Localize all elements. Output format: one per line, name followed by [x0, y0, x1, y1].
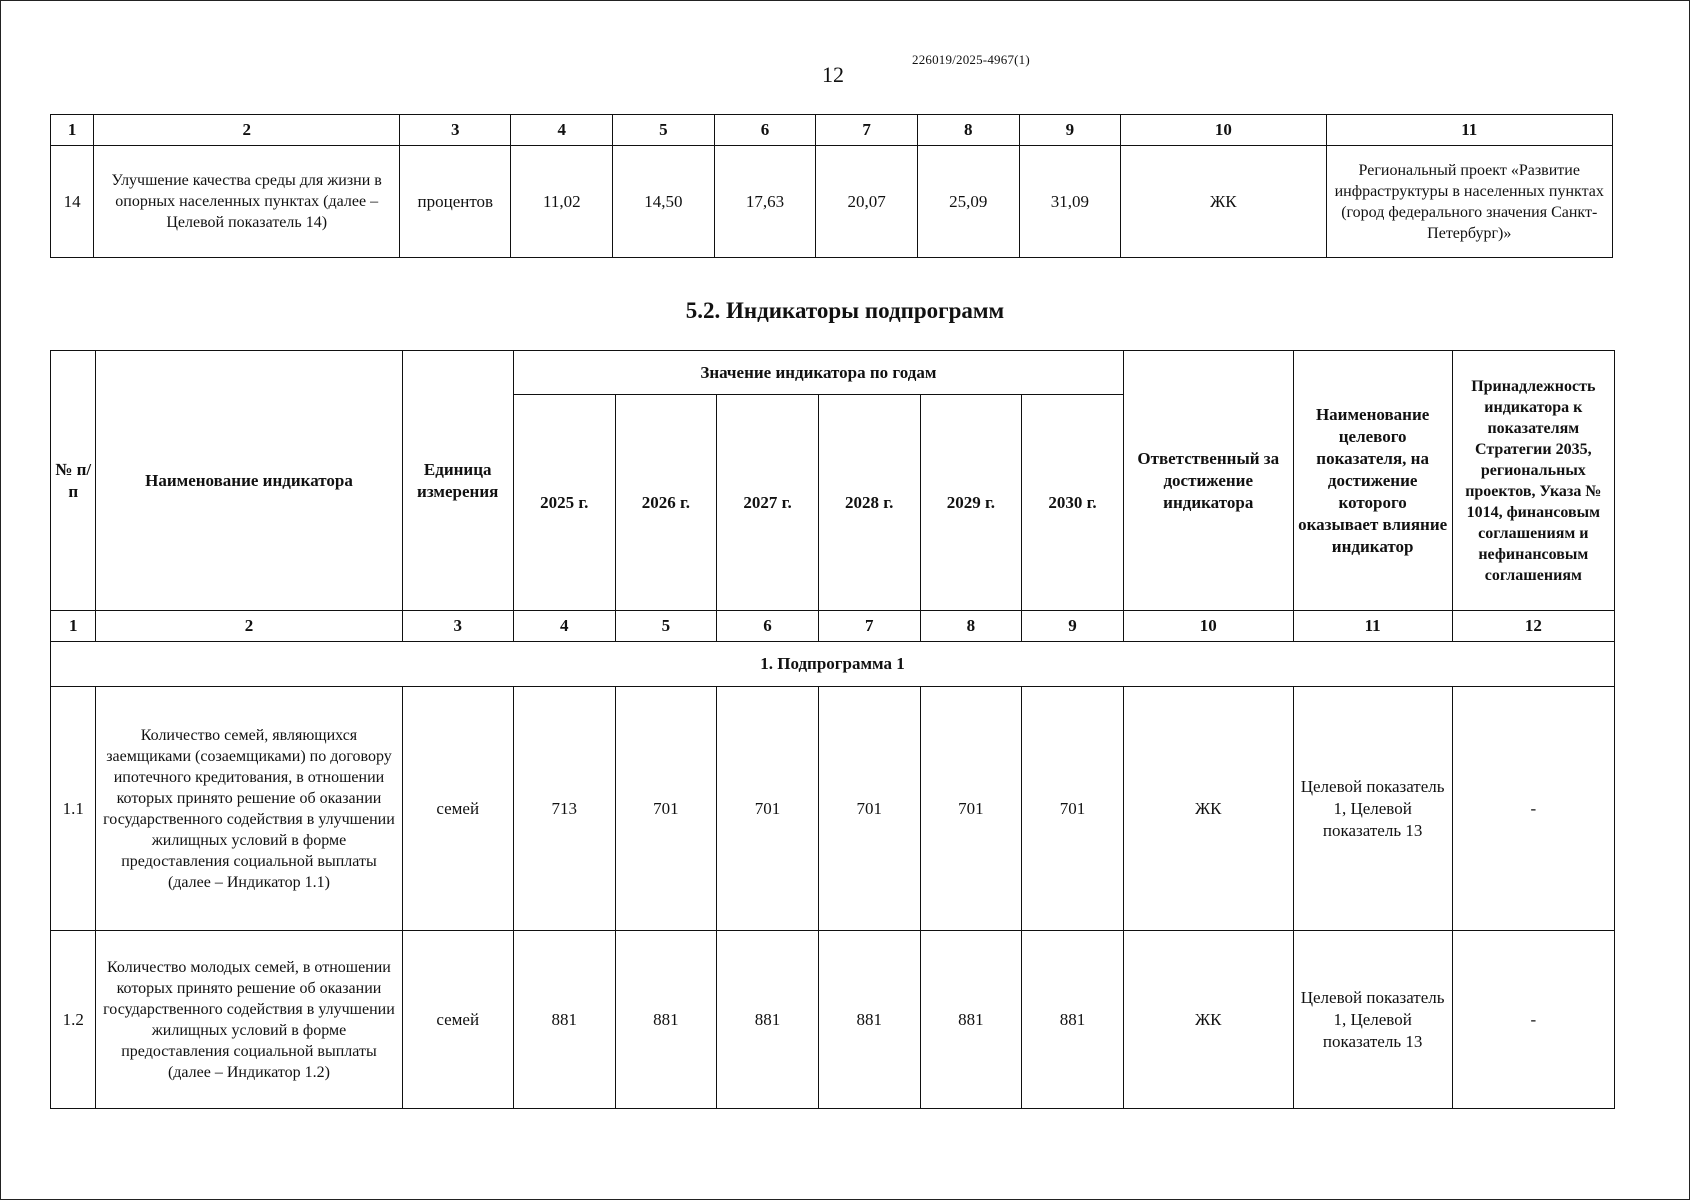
column-number: 6	[714, 115, 816, 146]
column-number: 4	[513, 611, 615, 642]
table-row	[51, 146, 1613, 258]
column-number: 10	[1123, 611, 1293, 642]
target-indicators-table	[50, 114, 1613, 258]
header-responsible: Ответственный за достижение индикатора	[1123, 351, 1293, 611]
table-row	[51, 687, 1615, 931]
belonging: -	[1452, 931, 1614, 1109]
regional-project: Региональный проект «Развитие инфраструктуры в населенных пунктах (город федерального значения Санкт-Петербург)»	[1326, 146, 1613, 258]
responsible: ЖК	[1123, 687, 1293, 931]
header-year: 2026 г.	[615, 395, 717, 611]
responsible: ЖК	[1121, 146, 1326, 258]
column-number: 12	[1452, 611, 1614, 642]
column-number: 5	[615, 611, 717, 642]
column-number: 1	[51, 611, 96, 642]
value-cell: 14,50	[613, 146, 715, 258]
column-number: 2	[94, 115, 400, 146]
indicator-name: Количество молодых семей, в отношении которых принято решение об оказании государственного содействия в улучшении жилищных условий в форме предоставления социальной выплаты (далее – Индикатор 1.2)	[96, 931, 402, 1109]
column-number: 11	[1293, 611, 1452, 642]
header-year: 2027 г.	[717, 395, 819, 611]
column-number-row	[51, 611, 1615, 642]
indicator-name: Количество семей, являющихся заемщиками (созаемщиками) по договору ипотечного кредитования, в отношении которых принято решение об оказании государственного содействия в улучшении жилищных условий в форме предоставления социальной выплаты (далее – Индикатор 1.1)	[96, 687, 402, 931]
value-cell: 31,09	[1019, 146, 1121, 258]
header-years-group: Значение индикатора по годам	[513, 351, 1123, 395]
value-cell: 713	[513, 687, 615, 931]
unit: семей	[402, 931, 513, 1109]
header-year: 2029 г.	[920, 395, 1022, 611]
column-number: 11	[1326, 115, 1613, 146]
header-year: 2028 г.	[818, 395, 920, 611]
unit: процентов	[400, 146, 511, 258]
belonging: -	[1452, 687, 1614, 931]
column-number: 3	[400, 115, 511, 146]
value-cell: 25,09	[917, 146, 1019, 258]
row-number: 14	[51, 146, 94, 258]
value-cell: 881	[615, 931, 717, 1109]
column-number: 8	[917, 115, 1019, 146]
column-number: 10	[1121, 115, 1326, 146]
value-cell: 881	[1022, 931, 1124, 1109]
document-id: 226019/2025-4967(1)	[912, 52, 1030, 67]
column-number: 1	[51, 115, 94, 146]
header-row	[51, 351, 1615, 395]
row-number: 1.1	[51, 687, 96, 931]
row-number: 1.2	[51, 931, 96, 1109]
unit: семей	[402, 687, 513, 931]
column-number: 8	[920, 611, 1022, 642]
header-name: Наименование индикатора	[96, 351, 402, 611]
section-title: 5.2. Индикаторы подпрограмм	[685, 298, 1005, 323]
column-number: 2	[96, 611, 402, 642]
header-unit: Единица измерения	[402, 351, 513, 611]
subprogram-row	[51, 642, 1615, 687]
header-year: 2025 г.	[513, 395, 615, 611]
column-number: 9	[1022, 611, 1124, 642]
value-cell: 881	[818, 931, 920, 1109]
responsible: ЖК	[1123, 931, 1293, 1109]
header-year: 2030 г.	[1022, 395, 1124, 611]
subprogram-indicators-table	[50, 350, 1615, 1109]
value-cell: 20,07	[816, 146, 918, 258]
value-cell: 17,63	[714, 146, 816, 258]
subprogram-title: 1. Подпрограмма 1	[51, 642, 1615, 687]
header-num: № п/п	[51, 351, 96, 611]
column-number: 7	[816, 115, 918, 146]
indicator-name: Улучшение качества среды для жизни в опорных населенных пунктах (далее – Целевой показатель 14)	[94, 146, 400, 258]
value-cell: 701	[818, 687, 920, 931]
value-cell: 881	[513, 931, 615, 1109]
column-number: 9	[1019, 115, 1121, 146]
target-indicator: Целевой показатель 1, Целевой показатель 13	[1293, 687, 1452, 931]
value-cell: 881	[717, 931, 819, 1109]
target-indicator: Целевой показатель 1, Целевой показатель 13	[1293, 931, 1452, 1109]
column-number-row	[51, 115, 1613, 146]
value-cell: 701	[1022, 687, 1124, 931]
column-number: 5	[613, 115, 715, 146]
column-number: 3	[402, 611, 513, 642]
value-cell: 881	[920, 931, 1022, 1109]
column-number: 7	[818, 611, 920, 642]
page-number: 12	[822, 62, 844, 87]
value-cell: 701	[615, 687, 717, 931]
table-row	[51, 931, 1615, 1109]
value-cell: 11,02	[511, 146, 613, 258]
header-belonging: Принадлежность индикатора к показателям Стратегии 2035, региональных проектов, Указа № 1014, финансовым соглашениям и нефинансовым соглашениям	[1452, 351, 1614, 611]
column-number: 4	[511, 115, 613, 146]
value-cell: 701	[717, 687, 819, 931]
header-target: Наименование целевого показателя, на достижение которого оказывает влияние индикатор	[1293, 351, 1452, 611]
value-cell: 701	[920, 687, 1022, 931]
column-number: 6	[717, 611, 819, 642]
